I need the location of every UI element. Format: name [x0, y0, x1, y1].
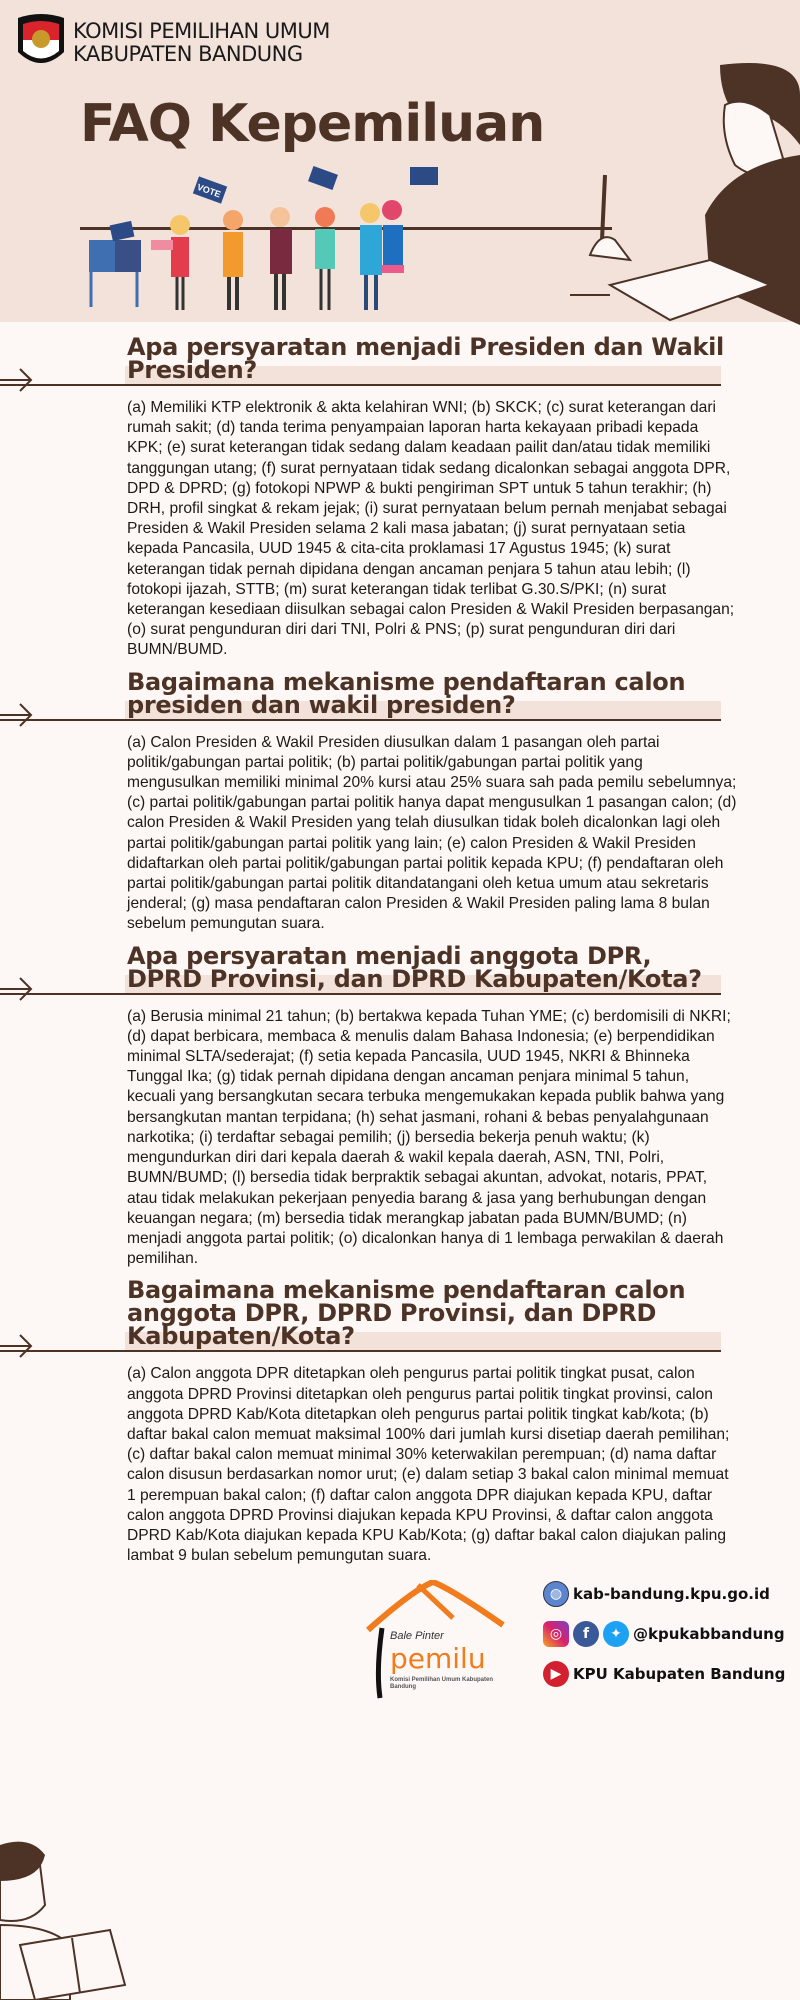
- website-text: kab-bandung.kpu.go.id: [573, 1585, 770, 1604]
- youtube-link[interactable]: [543, 1656, 785, 1692]
- faq-answer: (a) Berusia minimal 21 tahun; (b) bertakwa kepada Tuhan YME; (c) berdomisili di NKRI; (d) dapat berbicara, membaca & menulis dalam Bahasa Indonesia; (e) berpendidikan minimal SLTA/sederajat; (f) setia kepada Pancasila, UUD 1945, NKRI & Bhinneka Tunggal Ika; (g) tidak pernah dipidana dengan ancaman penjara minimal 5 tahun, kecuali yang bersangkutan secara terbuka mengemukakan kepada publik bahwa yang bersangkutan mantan terpidana; (h) sehat jasmani, rohani & bebas penyalahgunaan narkotika; (i) terdaftar sebagai pemilih; (j) bersedia bekerja penuh waktu; (k) mengundurkan diri dari kepala daerah & wakil kepala daerah, ASN, TNI, Polri, BUMN/BUMD; (l) bersedia tidak berpraktik sebagai akuntan, advokat, notaris, PPAT, atau tidak melakukan pekerjaan penyedia barang & jasa yang berhubungan dengan keuangan negara; (m) bersedia tidak merangkap jabatan pada BUMN/BUMD; (n) menjadi anggota partai politik; (o) dicalonkan hanya di 1 lembaga perwakilan & daerah pemilihan.: [127, 1007, 731, 1268]
- heading-rule: [0, 719, 721, 721]
- faq-list: [0, 333, 800, 1706]
- page-title: FAQ Kepemiluan: [80, 94, 545, 154]
- bale-pinter-pemilu-logo: [358, 1580, 508, 1700]
- org-line-1: KOMISI PEMILIHAN UMUM: [73, 19, 330, 43]
- instagram-icon[interactable]: ◎: [543, 1621, 569, 1647]
- faq-answer: (a) Memiliki KTP elektronik & akta kelahiran WNI; (b) SKCK; (c) surat keterangan dari rumah sakit; (d) tanda terima penyampaian laporan harta kekayaan pribadi kepada KPK; (e) surat keterangan tidak sedang dalam keadaan pailit dan/atau tidak memiliki tanggungan utang; (f) surat pernyataan tidak sedang dicalonkan sebagai anggota DPR, DPD & DPRD; (g) fotokopi NPWP & bukti pengiriman SPT untuk 5 tahun terakhir; (h) DRH, profil singkat & rekam jejak; (i) surat pernyataan belum pernah menjabat sebagai Presiden & Wakil Presiden selama 2 kali masa jabatan; (j) surat pernyataan setia kepada Pancasila, UUD 1945 & cita-cita proklamasi 17 Agustus 1945; (k) surat keterangan tidak pernah dipidana dengan ancaman penjara 5 tahun atau lebih; (l) fotokopi ijazah, STTB; (m) surat keterangan tidak terlibat G.30.S/PKI; (n) surat keterangan kesediaan diisulkan sebagai calon Presiden & Wakil Presiden berpasangan; (o) surat pengunduran diri dari TNI, Polri & PNS; (p) surat pengunduran diri dari BUMN/BUMD.: [127, 399, 735, 659]
- heading-rule: [0, 384, 721, 386]
- logo-subtitle: Komisi Pemilihan Umum Kabupaten Bandung: [390, 1677, 494, 1691]
- arrow-right-icon: [0, 703, 34, 727]
- faq-item: [0, 941, 800, 1270]
- faq-answer: (a) Calon anggota DPR ditetapkan oleh pengurus partai politik tingkat pusat, calon anggota DPRD Provinsi ditetapkan oleh pengurus partai politik tingkat provinsi, calon anggota DPRD Kab/Kota ditetapkan oleh pengurus partai politik tingkat kab/kota; (b) daftar bakal calon memuat maksimal 100% dari jumlah kursi disetiap daerah pemilihan; (c) daftar bakal calon memuat minimal 30% keterwakilan perempuan; (d) nama daftar calon disusun berdasarkan nomor urut; (e) dalam setiap 3 bakal calon minimal memuat 1 perempuan bakal calon; (f) daftar calon anggota DPR diajukan kepada KPU, daftar calon anggota DPRD Provinsi diajukan kepada KPU Provinsi, & daftar calon anggota DPRD Kab/Kota diajukan kepada KPU Kab/Kota; (g) daftar bakal calon diajukan paling lambat 9 bulan sebelum pemungutan suara.: [127, 1365, 730, 1565]
- youtube-text: KPU Kabupaten Bandung: [573, 1665, 786, 1684]
- voters-illustration: [85, 165, 445, 315]
- arrow-right-icon: [0, 368, 34, 392]
- faq-heading: [0, 333, 800, 386]
- faq-answer: (a) Calon Presiden & Wakil Presiden diusulkan dalam 1 pasangan oleh partai politik/gabungan partai politik; (b) partai politik/gabungan partai politik yang mengusulkan memiliki minimal 20% kursi atau 25% suara sah pada pemilu sebelumnya; (c) partai politik/gabungan partai politik hanya dapat mengusulkan 1 pasangan calon; (d) calon Presiden & Wakil Presiden yang telah diusulkan tidak boleh dicalonkan lagi oleh partai politik/gabungan partai politik yang lain; (e) calon Presiden & Wakil Presiden didaftarkan oleh partai politik/gabungan partai politik kepada KPU; (f) pendaftaran oleh partai politik/gabungan partai politik ditandatangani oleh ketua umum atau sekretaris jenderal; (g) masa pendaftaran calon Presiden & Wakil Presiden paling lama 8 bulan sebelum pemungutan suara.: [127, 733, 737, 933]
- kpu-logo: [14, 12, 68, 70]
- faq-item: [0, 333, 800, 661]
- heading-rule: [0, 1350, 721, 1352]
- social-link[interactable]: [543, 1616, 785, 1652]
- faq-question: Bagaimana mekanisme pendaftaran calon anggota DPR, DPRD Provinsi, dan DPRD Kabupaten/Kota?: [127, 1276, 686, 1351]
- contact-list: [543, 1576, 785, 1692]
- twitter-icon[interactable]: ✦: [603, 1621, 629, 1647]
- faq-item: [0, 667, 800, 935]
- youtube-icon: ▶: [543, 1661, 569, 1687]
- faq-heading: [0, 667, 800, 721]
- footer: [0, 1576, 800, 1706]
- org-line-2: KABUPATEN BANDUNG: [73, 42, 303, 66]
- logo-word: pemilu: [390, 1642, 486, 1676]
- faq-heading: [0, 1276, 800, 1352]
- faq-question: Bagaimana mekanisme pendaftaran calon presiden dan wakil presiden?: [127, 667, 686, 719]
- writing-person-illustration: [570, 55, 800, 325]
- heading-rule: [0, 993, 721, 995]
- header-banner: [0, 0, 800, 322]
- logo-title: Bale Pinter: [390, 1630, 444, 1643]
- globe-icon: ◍: [543, 1581, 569, 1607]
- facebook-icon[interactable]: f: [573, 1621, 599, 1647]
- organization-name: [73, 20, 330, 66]
- faq-question: Apa persyaratan menjadi Presiden dan Wakil Presiden?: [127, 333, 724, 384]
- arrow-right-icon: [0, 977, 34, 1001]
- arrow-right-icon: [0, 1334, 34, 1358]
- faq-question: Apa persyaratan menjadi anggota DPR, DPRD Provinsi, dan DPRD Kabupaten/Kota?: [127, 941, 702, 993]
- faq-heading: [0, 941, 800, 995]
- faq-item: [0, 1276, 800, 1566]
- reading-person-illustration: [0, 1835, 130, 2000]
- social-handle-text: @kpukabbandung: [633, 1625, 785, 1644]
- website-link[interactable]: [543, 1576, 785, 1612]
- vote-sign-text: VOTE: [195, 181, 223, 200]
